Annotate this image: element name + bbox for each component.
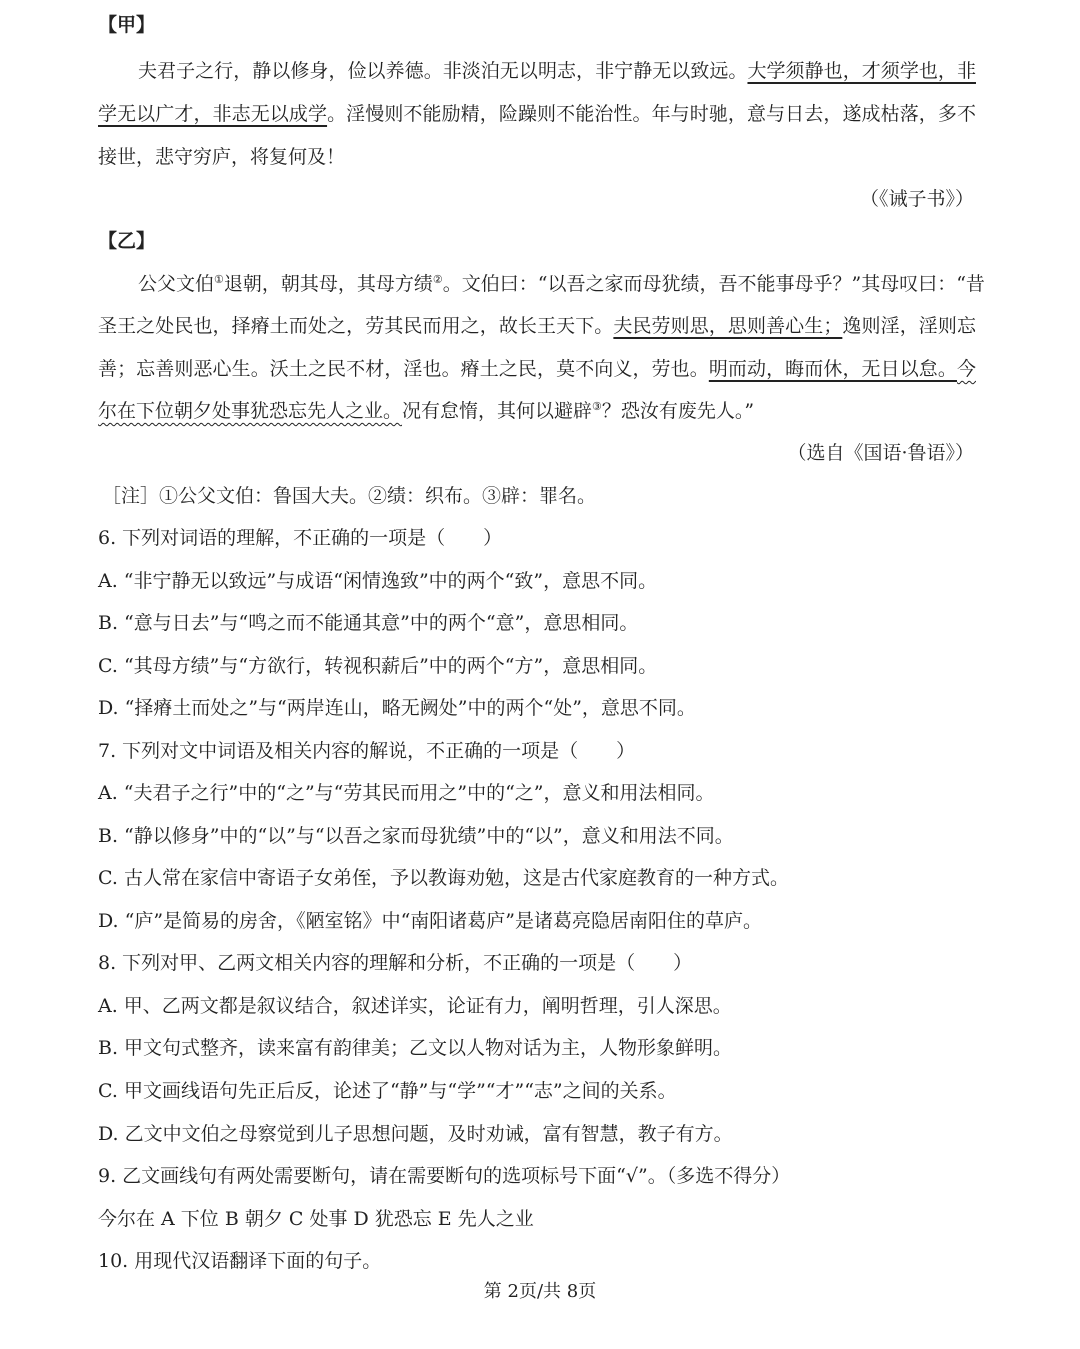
question-6-stem: 6. 下列对词语的理解，不正确的一项是（ ） [98, 527, 503, 549]
yi-line-1-text-b: 退朝，朝其母，其母方绩 [223, 273, 433, 295]
passage-yi-line-4 [98, 398, 754, 424]
footnote-mark-2: ② [432, 273, 443, 286]
question-7-stem: 7. 下列对文中词语及相关内容的解说，不正确的一项是（ ） [98, 740, 636, 762]
question-8-option-c: C. 甲文画线语句先正后反，论述了“静”与“学”“才”“志”之间的关系。 [98, 1080, 677, 1102]
question-6-option-c: C. “其母方绩”与“方欲行，转视积薪后”中的两个“方”，意思相同。 [98, 655, 658, 677]
yi-line-3-text-a: 善；忘善则恶心生。沃土之民不材，淫也。瘠土之民，莫不向义，劳也。 [98, 358, 709, 380]
yi-line-4-text-a: 况有怠惰，其何以避辟 [402, 400, 593, 422]
question-6-option-b: B. “意与日去”与“鸣之而不能通其意”中的两个“意”，意思相同。 [98, 612, 639, 634]
footnote-mark-1: ① [214, 273, 224, 286]
question-10-stem: 10. 用现代汉语翻译下面的句子。 [98, 1250, 382, 1272]
passage-yi-line-3 [98, 356, 976, 382]
question-6-option-d: D. “择瘠土而处之”与“两岸连山，略无阙处”中的两个“处”，意思不同。 [98, 697, 696, 719]
question-7-option-c: C. 古人常在家信中寄语子女弟侄，予以教诲劝勉，这是古代家庭教育的一种方式。 [98, 867, 789, 889]
yi-underlined-sentence-1: 夫民劳则思，思则善心生； [613, 315, 843, 337]
passage-jia-source: （《诫子书》） [859, 188, 974, 210]
question-8-option-b: B. 甲文句式整齐，读来富有韵律美；乙文以人物对话为主，人物形象鲜明。 [98, 1037, 733, 1059]
question-7-option-a: A. “夫君子之行”中的“之”与“劳其民而用之”中的“之”，意义和用法相同。 [98, 782, 715, 804]
passage-jia-line-1 [138, 58, 976, 84]
page-footer: 第 2页/共 8页 [483, 1281, 597, 1302]
question-8-option-a: A. 甲、乙两文都是叙议结合，叙述详实，论证有力，阐明哲理，引人深思。 [98, 995, 732, 1017]
question-7-option-d: D. “庐”是简易的房舍，《陋室铭》中“南阳诸葛庐”是诸葛亮隐居南阳住的草庐。 [98, 910, 762, 932]
yi-line-2-text-a: 圣王之处民也，择瘠土而处之，劳其民而用之，故长王天下。 [98, 315, 614, 337]
question-8-stem: 8. 下列对甲、乙两文相关内容的理解和分析，不正确的一项是（ ） [98, 952, 693, 974]
jia-line-1-text: 夫君子之行，静以修身，俭以养德。非淡泊无以明志，非宁静无以致远。 [138, 60, 748, 82]
question-7-option-b: B. “静以修身”中的“以”与“以吾之家而母犹绩”中的“以”，意义和用法不同。 [98, 825, 734, 847]
yi-underlined-sentence-2: 明而动，晦而休，无日以怠。 [708, 358, 957, 380]
question-8-option-d: D. 乙文中文伯之母察觉到儿子思想问题，及时劝诫，富有智慧，教子有方。 [98, 1123, 733, 1145]
footnote-annotation: ［注］①公父文伯：鲁国大夫。②绩：织布。③辟：罪名。 [102, 485, 597, 507]
passage-jia-line-2 [98, 101, 976, 127]
yi-wavy-sentence-part-2: 尔在下位朝夕处事犹恐忘先人之业。 [98, 400, 403, 422]
jia-line-2-text: 。淫慢则不能励精，险躁则不能治性。年与时驰，意与日去，遂成枯落，多不 [327, 103, 976, 125]
yi-wavy-sentence-part-1: 今 [956, 358, 976, 380]
question-9-sentence: 今尔在 A 下位 B 朝夕 C 处事 D 犹恐忘 E 先人之业 [98, 1208, 534, 1230]
footnote-mark-3: ③ [592, 400, 602, 413]
question-6-option-a: A. “非宁静无以致远”与成语“闲情逸致”中的两个“致”，意思不同。 [98, 570, 658, 592]
passage-jia-label: 【甲】 [98, 14, 156, 36]
yi-line-1-text-c: 。文伯曰：“以吾之家而母犹绩，吾不能事母乎？”其母叹曰：“昔 [442, 273, 985, 295]
passage-yi-line-2 [98, 313, 976, 339]
yi-line-2-text-b: 逸则淫，淫则忘 [842, 315, 976, 337]
jia-underlined-sentence-part-2: 学无以广才，非志无以成学 [98, 103, 328, 125]
passage-yi-line-1 [138, 271, 985, 297]
yi-line-1-text-a: 公父文伯 [138, 273, 215, 295]
yi-line-4-text-b: ？恐汝有废先人。” [601, 400, 755, 422]
passage-yi-label: 【乙】 [98, 230, 156, 252]
question-9-stem: 9. 乙文画线句有两处需要断句，请在需要断句的选项标号下面“√”。（多选不得分） [98, 1165, 791, 1187]
jia-underlined-sentence-part-1: 大学须静也，才须学也，非 [747, 60, 976, 82]
passage-jia-line-3: 接世，悲守穷庐，将复何及！ [98, 146, 346, 168]
passage-yi-source: （选自《国语·鲁语》） [787, 442, 974, 464]
